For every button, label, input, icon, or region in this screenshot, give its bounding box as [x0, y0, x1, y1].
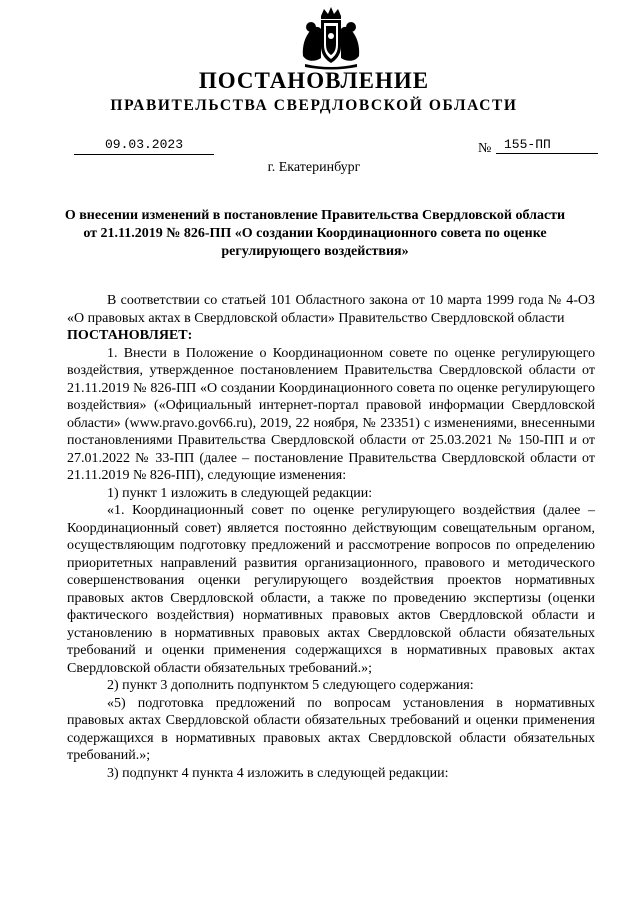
document-body — [67, 292, 595, 782]
paragraph-3: «1. Координационный совет по оценке регулирующего воздействия (далее – Координационный совет) является постоянно действующим совещательным органом, осуществляющим подготовку предложений и рассмотрение вопросов по определению приоритетных направлений развития организационного, правового и методического совершенствования оценки регулирующего воздействия проектов нормативных правовых актов Свердловской области, а также по проведению экспертизы (оценки фактического воздействия) нормативных правовых актов Свердловской области и установлению в нормативных правовых актах Свердловской области обязательных требований и оценки применения содержащихся в нормативных правовых актах Свердловской области обязательных требований.»; — [67, 503, 595, 676]
document-type-heading: ПОСТАНОВЛЕНИЕ — [198, 68, 430, 93]
paragraph-6: 3) подпункт 4 пункта 4 изложить в следующей редакции: — [107, 765, 449, 781]
document-date: 09.03.2023 — [74, 136, 214, 155]
paragraph-2: 1) пункт 1 изложить в следующей редакции: — [107, 485, 373, 501]
document-number: 155-ПП — [496, 136, 598, 154]
resolves-heading: ПОСТАНОВЛЯЕТ: — [67, 328, 193, 343]
paragraph-1: 1. Внести в Положение о Координационном совете по оценке регулирующего воздействия, утвержденное постановлением Правительства Свердловской области от 21.11.2019 № 826-ПП «О создании Координационного совета по оценке регулирующего воздействия» («Официальный интернет-портал правовой информации Свердловской области» (www.pravo.gov66.ru), 2019, 22 ноября, № 23351) с изменениями, внесенными постановлениями Правительства Свердловской области от 25.03.2021 № 150-ПП и от 27.01.2022 № 33-ПП (далее – постановление Правительства Свердловской области от 21.11.2019 № 826-ПП), следующие изменения: — [67, 345, 595, 483]
number-sign: № — [478, 141, 492, 156]
city: г. Екатеринбург — [267, 160, 361, 175]
intro-paragraph: В соответствии со статьей 101 Областного закона от 10 марта 1999 года № 4-ОЗ «О правовых актах в Свердловской области» Правительство Свердловской области — [67, 293, 595, 326]
issuing-authority: ПРАВИТЕЛЬСТВА СВЕРДЛОВСКОЙ ОБЛАСТИ — [110, 97, 518, 114]
paragraph-4: 2) пункт 3 дополнить подпунктом 5 следующего содержания: — [107, 678, 474, 693]
document-title: О внесении изменений в постановление Правительства Свердловской области от 21.11.2019 № 826-ПП «О создании Координационного совета по оценке регулирующего воздействия» — [64, 208, 566, 259]
coat-of-arms-icon — [299, 6, 363, 70]
paragraph-5: «5) подготовка предложений по вопросам установления в нормативных правовых актах Свердловской области обязательных требований и оценки применения содержащихся в нормативных правовых актах Свердловской области обязательных требований.»; — [67, 695, 595, 763]
